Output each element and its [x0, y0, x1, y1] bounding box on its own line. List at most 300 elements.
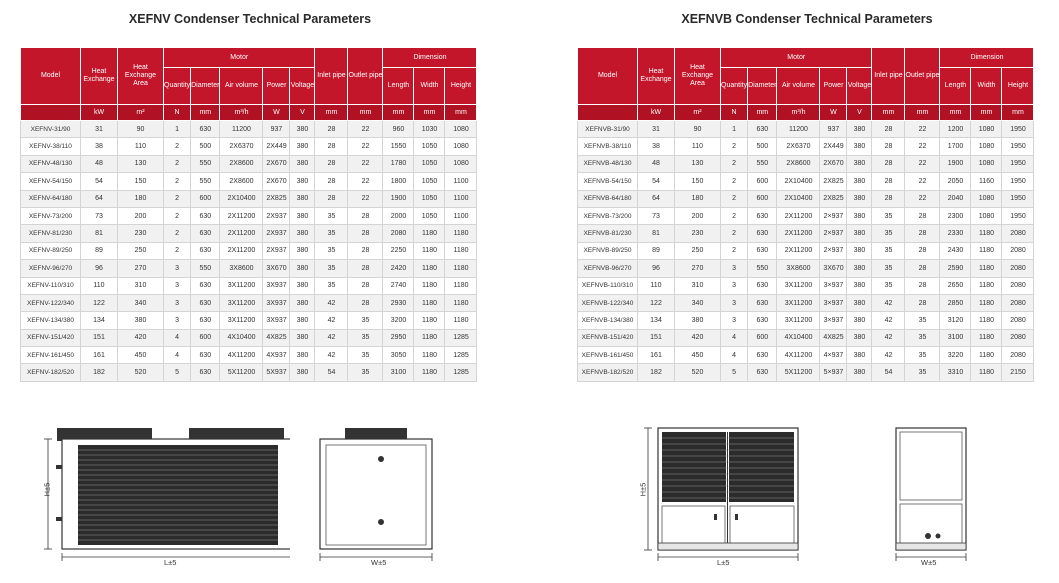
table-cell: 630 [748, 277, 777, 294]
model-cell: XEFNV-31/90 [21, 121, 81, 138]
table-row [21, 242, 477, 259]
unit-cell: mm [872, 105, 905, 121]
model-cell: XEFNVB-96/270 [578, 260, 638, 277]
header-heat-exchange: Heat Exchange [638, 48, 675, 105]
model-cell: XEFNVB-110/310 [578, 277, 638, 294]
table-cell: 64 [81, 190, 118, 207]
table-row [21, 260, 477, 277]
table-cell: 35 [315, 225, 348, 242]
model-cell: XEFNVB-89/250 [578, 242, 638, 259]
table-cell: 54 [315, 364, 348, 381]
table-cell: 134 [638, 312, 675, 329]
table-cell: 28 [315, 138, 348, 155]
table-cell: 550 [191, 155, 220, 172]
table-cell: 28 [905, 242, 940, 259]
table-cell: 630 [748, 242, 777, 259]
table-cell: 54 [872, 364, 905, 381]
table-cell: 380 [847, 225, 872, 242]
unit-cell: mm [191, 105, 220, 121]
table-cell: 1080 [445, 138, 477, 155]
table-cell: 35 [315, 260, 348, 277]
table-row [578, 155, 1034, 172]
table-cell: 89 [81, 242, 118, 259]
table-cell: 22 [348, 138, 383, 155]
model-cell: XEFNV-38/110 [21, 138, 81, 155]
model-cell: XEFNV-48/130 [21, 155, 81, 172]
table-cell: 35 [872, 225, 905, 242]
table-cell: 2 [721, 173, 748, 190]
table-cell: 1780 [383, 155, 414, 172]
table-row [578, 260, 1034, 277]
table-cell: 2420 [383, 260, 414, 277]
table-cell: 380 [118, 312, 164, 329]
table-cell: 42 [872, 347, 905, 364]
table-cell: 380 [290, 329, 315, 346]
table-cell: 937 [820, 121, 847, 138]
table-cell: 38 [638, 138, 675, 155]
model-cell: XEFNVB-122/340 [578, 294, 638, 311]
table-cell: 3310 [940, 364, 971, 381]
table-cell: 2X11200 [777, 207, 820, 224]
table-cell: 420 [675, 329, 721, 346]
table-cell: 1285 [445, 329, 477, 346]
width-dimension-label-b: W±5 [921, 558, 937, 567]
model-cell: XEFNV-134/380 [21, 312, 81, 329]
table-cell: 630 [191, 312, 220, 329]
table-cell: 270 [118, 260, 164, 277]
inlet-pipe-connection [378, 456, 384, 462]
table-cell: 600 [748, 190, 777, 207]
table-cell: 200 [675, 207, 721, 224]
unit-empty [21, 105, 81, 121]
model-cell: XEFNVB-151/420 [578, 329, 638, 346]
table-cell: 630 [191, 121, 220, 138]
height-dimension-label-b: H±5 [638, 482, 648, 497]
table-cell: 22 [348, 173, 383, 190]
table-cell: 22 [348, 190, 383, 207]
table-cell: 130 [675, 155, 721, 172]
table-cell: 90 [118, 121, 164, 138]
table-cell: 3 [164, 277, 191, 294]
table-cell: 630 [748, 294, 777, 311]
unit-cell: V [847, 105, 872, 121]
table-cell: 150 [118, 173, 164, 190]
pipe-connection [936, 534, 941, 539]
table-cell: 96 [81, 260, 118, 277]
unit-cell: W [820, 105, 847, 121]
table-cell: 42 [315, 329, 348, 346]
table-cell: 450 [675, 347, 721, 364]
model-cell: XEFNVB-81/230 [578, 225, 638, 242]
header-width: Width [971, 68, 1002, 105]
table-cell: 2 [164, 138, 191, 155]
table-cell: 2 [164, 225, 191, 242]
table-cell: 450 [118, 347, 164, 364]
table-cell: 2×937 [820, 207, 847, 224]
table-cell: 182 [81, 364, 118, 381]
table-row [578, 207, 1034, 224]
table-cell: 2080 [1002, 225, 1034, 242]
table-row [21, 138, 477, 155]
model-cell: XEFNV-151/420 [21, 329, 81, 346]
table-cell: 1180 [971, 260, 1002, 277]
table-cell: 3×937 [820, 294, 847, 311]
table-cell: 310 [675, 277, 721, 294]
table-cell: 1180 [971, 225, 1002, 242]
table-cell: 28 [872, 121, 905, 138]
table-cell: 2 [721, 190, 748, 207]
model-cell: XEFNVB-38/110 [578, 138, 638, 155]
table-cell: 937 [263, 121, 290, 138]
table-cell: 200 [118, 207, 164, 224]
table-cell: 2590 [940, 260, 971, 277]
table-cell: 3X11200 [220, 312, 263, 329]
table-cell: 380 [290, 312, 315, 329]
table-cell: 380 [290, 190, 315, 207]
table-cell: 1050 [414, 190, 445, 207]
table-cell: 3100 [940, 329, 971, 346]
table-cell: 28 [315, 173, 348, 190]
table-row [578, 294, 1034, 311]
table-cell: 2 [164, 190, 191, 207]
table-cell: 3200 [383, 312, 414, 329]
table-cell: 380 [847, 155, 872, 172]
unit-cell: mm [971, 105, 1002, 121]
table-cell: 1950 [1002, 173, 1034, 190]
table-cell: 22 [905, 173, 940, 190]
table-cell: 4X825 [820, 329, 847, 346]
table-cell: 35 [872, 207, 905, 224]
table-cell: 380 [847, 364, 872, 381]
table-cell: 1285 [445, 347, 477, 364]
model-cell: XEFNV-73/200 [21, 207, 81, 224]
table-cell: 1050 [414, 207, 445, 224]
table-cell: 35 [872, 260, 905, 277]
table-cell: 2930 [383, 294, 414, 311]
table-cell: 3X11200 [777, 312, 820, 329]
table-cell: 2X670 [263, 173, 290, 190]
table-cell: 1100 [445, 190, 477, 207]
model-cell: XEFNVB-182/520 [578, 364, 638, 381]
table-cell: 380 [290, 138, 315, 155]
table-cell: 500 [748, 138, 777, 155]
table-row [578, 277, 1034, 294]
model-cell: XEFNV-96/270 [21, 260, 81, 277]
table-cell: 1180 [971, 347, 1002, 364]
table-cell: 2950 [383, 329, 414, 346]
table-cell: 1180 [414, 312, 445, 329]
table-cell: 150 [675, 173, 721, 190]
table-cell: 3X11200 [777, 277, 820, 294]
table-cell: 1950 [1002, 121, 1034, 138]
table-row [21, 277, 477, 294]
table-cell: 380 [847, 138, 872, 155]
table-cell: 380 [290, 364, 315, 381]
table-cell: 73 [81, 207, 118, 224]
table-cell: 1050 [414, 155, 445, 172]
table-cell: 5X937 [263, 364, 290, 381]
table-cell: 1950 [1002, 155, 1034, 172]
table-cell: 3 [721, 260, 748, 277]
header-heat-exchange-area: Heat Exchange Area [675, 48, 721, 105]
table-cell: 2 [721, 155, 748, 172]
unit-cell: kW [81, 105, 118, 121]
table-cell: 35 [872, 277, 905, 294]
table-cell: 4X11200 [777, 347, 820, 364]
table-cell: 2080 [1002, 294, 1034, 311]
table-cell: 250 [118, 242, 164, 259]
table-cell: 2850 [940, 294, 971, 311]
table-row [21, 173, 477, 190]
table-cell: 630 [748, 121, 777, 138]
table-cell: 11200 [777, 121, 820, 138]
table-cell: 3100 [383, 364, 414, 381]
table-cell: 1700 [940, 138, 971, 155]
table-cell: 2X11200 [777, 242, 820, 259]
table-cell: 35 [348, 364, 383, 381]
table-cell: 28 [872, 155, 905, 172]
table-cell: 2 [721, 207, 748, 224]
table-cell: 22 [905, 121, 940, 138]
model-cell: XEFNVB-73/200 [578, 207, 638, 224]
table-cell: 2X11200 [220, 242, 263, 259]
table-cell: 520 [675, 364, 721, 381]
table-cell: 500 [191, 138, 220, 155]
table-cell: 35 [315, 242, 348, 259]
table-cell: 1800 [383, 173, 414, 190]
table-row [578, 242, 1034, 259]
table-cell: 1080 [971, 138, 1002, 155]
table-cell: 2040 [940, 190, 971, 207]
header-power: Power [820, 68, 847, 105]
table-cell: 380 [847, 242, 872, 259]
outlet-pipe-connection [378, 519, 384, 525]
table-cell: 2050 [940, 173, 971, 190]
table-cell: 42 [315, 312, 348, 329]
table-cell: 1030 [414, 121, 445, 138]
table-cell: 1180 [414, 347, 445, 364]
table-cell: 1050 [414, 173, 445, 190]
table-cell: 4×937 [820, 347, 847, 364]
table-row [578, 364, 1034, 381]
table-cell: 1900 [383, 190, 414, 207]
length-dimension-label-b: L±5 [717, 558, 730, 567]
table-cell: 2080 [383, 225, 414, 242]
unit-cell: V [290, 105, 315, 121]
table-cell: 380 [290, 347, 315, 364]
unit-cell: m² [118, 105, 164, 121]
table-cell: 380 [847, 121, 872, 138]
table-cell: 28 [905, 260, 940, 277]
table-row [21, 294, 477, 311]
unit-cell: N [164, 105, 191, 121]
table-cell: 2000 [383, 207, 414, 224]
table-cell: 1180 [445, 260, 477, 277]
table-row [21, 329, 477, 346]
table-cell: 2 [164, 207, 191, 224]
table-cell: 3×937 [820, 277, 847, 294]
table-cell: 2080 [1002, 260, 1034, 277]
table-cell: 122 [638, 294, 675, 311]
table-cell: 54 [81, 173, 118, 190]
header-diameter: Diameter [748, 68, 777, 105]
header-height: Height [1002, 68, 1034, 105]
table-cell: 31 [81, 121, 118, 138]
table-cell: 380 [290, 121, 315, 138]
header-motor: Motor [164, 48, 315, 68]
header-voltage: Voltage [290, 68, 315, 105]
table-cell: 31 [638, 121, 675, 138]
table-cell: 3 [164, 294, 191, 311]
table-cell: 2 [721, 138, 748, 155]
table-cell: 3X937 [263, 277, 290, 294]
table-cell: 380 [847, 312, 872, 329]
table-cell: 1180 [971, 329, 1002, 346]
header-length: Length [383, 68, 414, 105]
unit-cell: mm [748, 105, 777, 121]
table-cell: 22 [348, 121, 383, 138]
table-cell: 630 [191, 347, 220, 364]
table-row [21, 347, 477, 364]
header-outlet-pipe: Outlet pipe [348, 48, 383, 105]
table-cell: 22 [905, 138, 940, 155]
table-cell: 2 [164, 173, 191, 190]
table-cell: 2080 [1002, 347, 1034, 364]
table-cell: 3X937 [263, 312, 290, 329]
table-cell: 2080 [1002, 277, 1034, 294]
table-cell: 28 [872, 173, 905, 190]
table-cell: 4X937 [263, 347, 290, 364]
table-cell: 35 [905, 329, 940, 346]
table-cell: 1180 [414, 260, 445, 277]
table-cell: 630 [191, 225, 220, 242]
header-model: Model [578, 48, 638, 105]
table-cell: 2X8600 [220, 155, 263, 172]
table-cell: 4X825 [263, 329, 290, 346]
width-dimension-label: W±5 [371, 558, 387, 567]
table-cell: 38 [81, 138, 118, 155]
table-cell: 28 [348, 225, 383, 242]
table-cell: 3220 [940, 347, 971, 364]
table-cell: 2080 [1002, 242, 1034, 259]
table-cell: 2X8600 [220, 173, 263, 190]
table-row [21, 364, 477, 381]
table-cell: 1950 [1002, 138, 1034, 155]
table-cell: 1180 [414, 329, 445, 346]
table-cell: 4 [164, 347, 191, 364]
table-cell: 2X449 [263, 138, 290, 155]
table-cell: 110 [675, 138, 721, 155]
table-cell: 180 [118, 190, 164, 207]
table-cell: 1180 [971, 277, 1002, 294]
table-cell: 1080 [971, 190, 1002, 207]
table-cell: 380 [847, 294, 872, 311]
table-cell: 3×937 [820, 312, 847, 329]
coil-grille [662, 432, 726, 502]
table-cell: 380 [290, 173, 315, 190]
xefnv-side-view-drawing [312, 425, 442, 565]
xefnvb-side-view-drawing [886, 418, 976, 565]
table-cell: 1080 [445, 155, 477, 172]
unit-cell: mm [905, 105, 940, 121]
table-cell: 2X11200 [777, 225, 820, 242]
table-cell: 64 [638, 190, 675, 207]
header-model: Model [21, 48, 81, 105]
table-cell: 550 [191, 173, 220, 190]
table-cell: 1180 [445, 312, 477, 329]
table-cell: 3 [721, 277, 748, 294]
table-cell: 600 [748, 173, 777, 190]
table-cell: 81 [638, 225, 675, 242]
table-cell: 3X8600 [777, 260, 820, 277]
unit-cell: mm [940, 105, 971, 121]
table-cell: 48 [638, 155, 675, 172]
model-cell: XEFNV-110/310 [21, 277, 81, 294]
table-cell: 3X11200 [777, 294, 820, 311]
header-inlet-pipe: Inlet pipe [315, 48, 348, 105]
header-heat-exchange: Heat Exchange [81, 48, 118, 105]
table-cell: 96 [638, 260, 675, 277]
coil-grille [729, 432, 794, 502]
header-heat-exchange-area: Heat Exchange Area [118, 48, 164, 105]
table-cell: 35 [872, 242, 905, 259]
table-cell: 2740 [383, 277, 414, 294]
table-row [578, 173, 1034, 190]
table-cell: 28 [905, 207, 940, 224]
table-cell: 1160 [971, 173, 1002, 190]
unit-cell: mm [315, 105, 348, 121]
table-cell: 1 [721, 121, 748, 138]
header-inlet-pipe: Inlet pipe [872, 48, 905, 105]
table-cell: 28 [348, 242, 383, 259]
table-cell: 2×937 [820, 225, 847, 242]
table-cell: 28 [315, 190, 348, 207]
table-cell: 2X937 [263, 225, 290, 242]
table-cell: 1080 [971, 207, 1002, 224]
right-table-title: XEFNVB Condenser Technical Parameters [681, 12, 933, 26]
table-cell: 2250 [383, 242, 414, 259]
table-cell: 2X825 [820, 173, 847, 190]
table-cell: 1950 [1002, 207, 1034, 224]
table-cell: 380 [675, 312, 721, 329]
table-cell: 630 [191, 364, 220, 381]
table-cell: 3 [164, 312, 191, 329]
table-cell: 3X8600 [220, 260, 263, 277]
table-cell: 1180 [414, 277, 445, 294]
table-cell: 130 [118, 155, 164, 172]
table-cell: 81 [81, 225, 118, 242]
table-cell: 1900 [940, 155, 971, 172]
table-cell: 1100 [445, 173, 477, 190]
table-cell: 22 [348, 155, 383, 172]
xefnv-front-view-drawing [38, 425, 290, 565]
table-cell: 1080 [971, 121, 1002, 138]
model-cell: XEFNVB-161/450 [578, 347, 638, 364]
xefnv-table-body [21, 121, 477, 382]
table-cell: 28 [905, 225, 940, 242]
table-cell: 630 [191, 207, 220, 224]
table-cell: 3 [721, 312, 748, 329]
table-cell: 600 [748, 329, 777, 346]
table-cell: 230 [675, 225, 721, 242]
table-row [21, 207, 477, 224]
table-cell: 2 [164, 242, 191, 259]
table-cell: 550 [748, 260, 777, 277]
table-cell: 3X11200 [220, 277, 263, 294]
header-dimension: Dimension [940, 48, 1034, 68]
table-cell: 1180 [971, 312, 1002, 329]
model-cell: XEFNV-54/150 [21, 173, 81, 190]
